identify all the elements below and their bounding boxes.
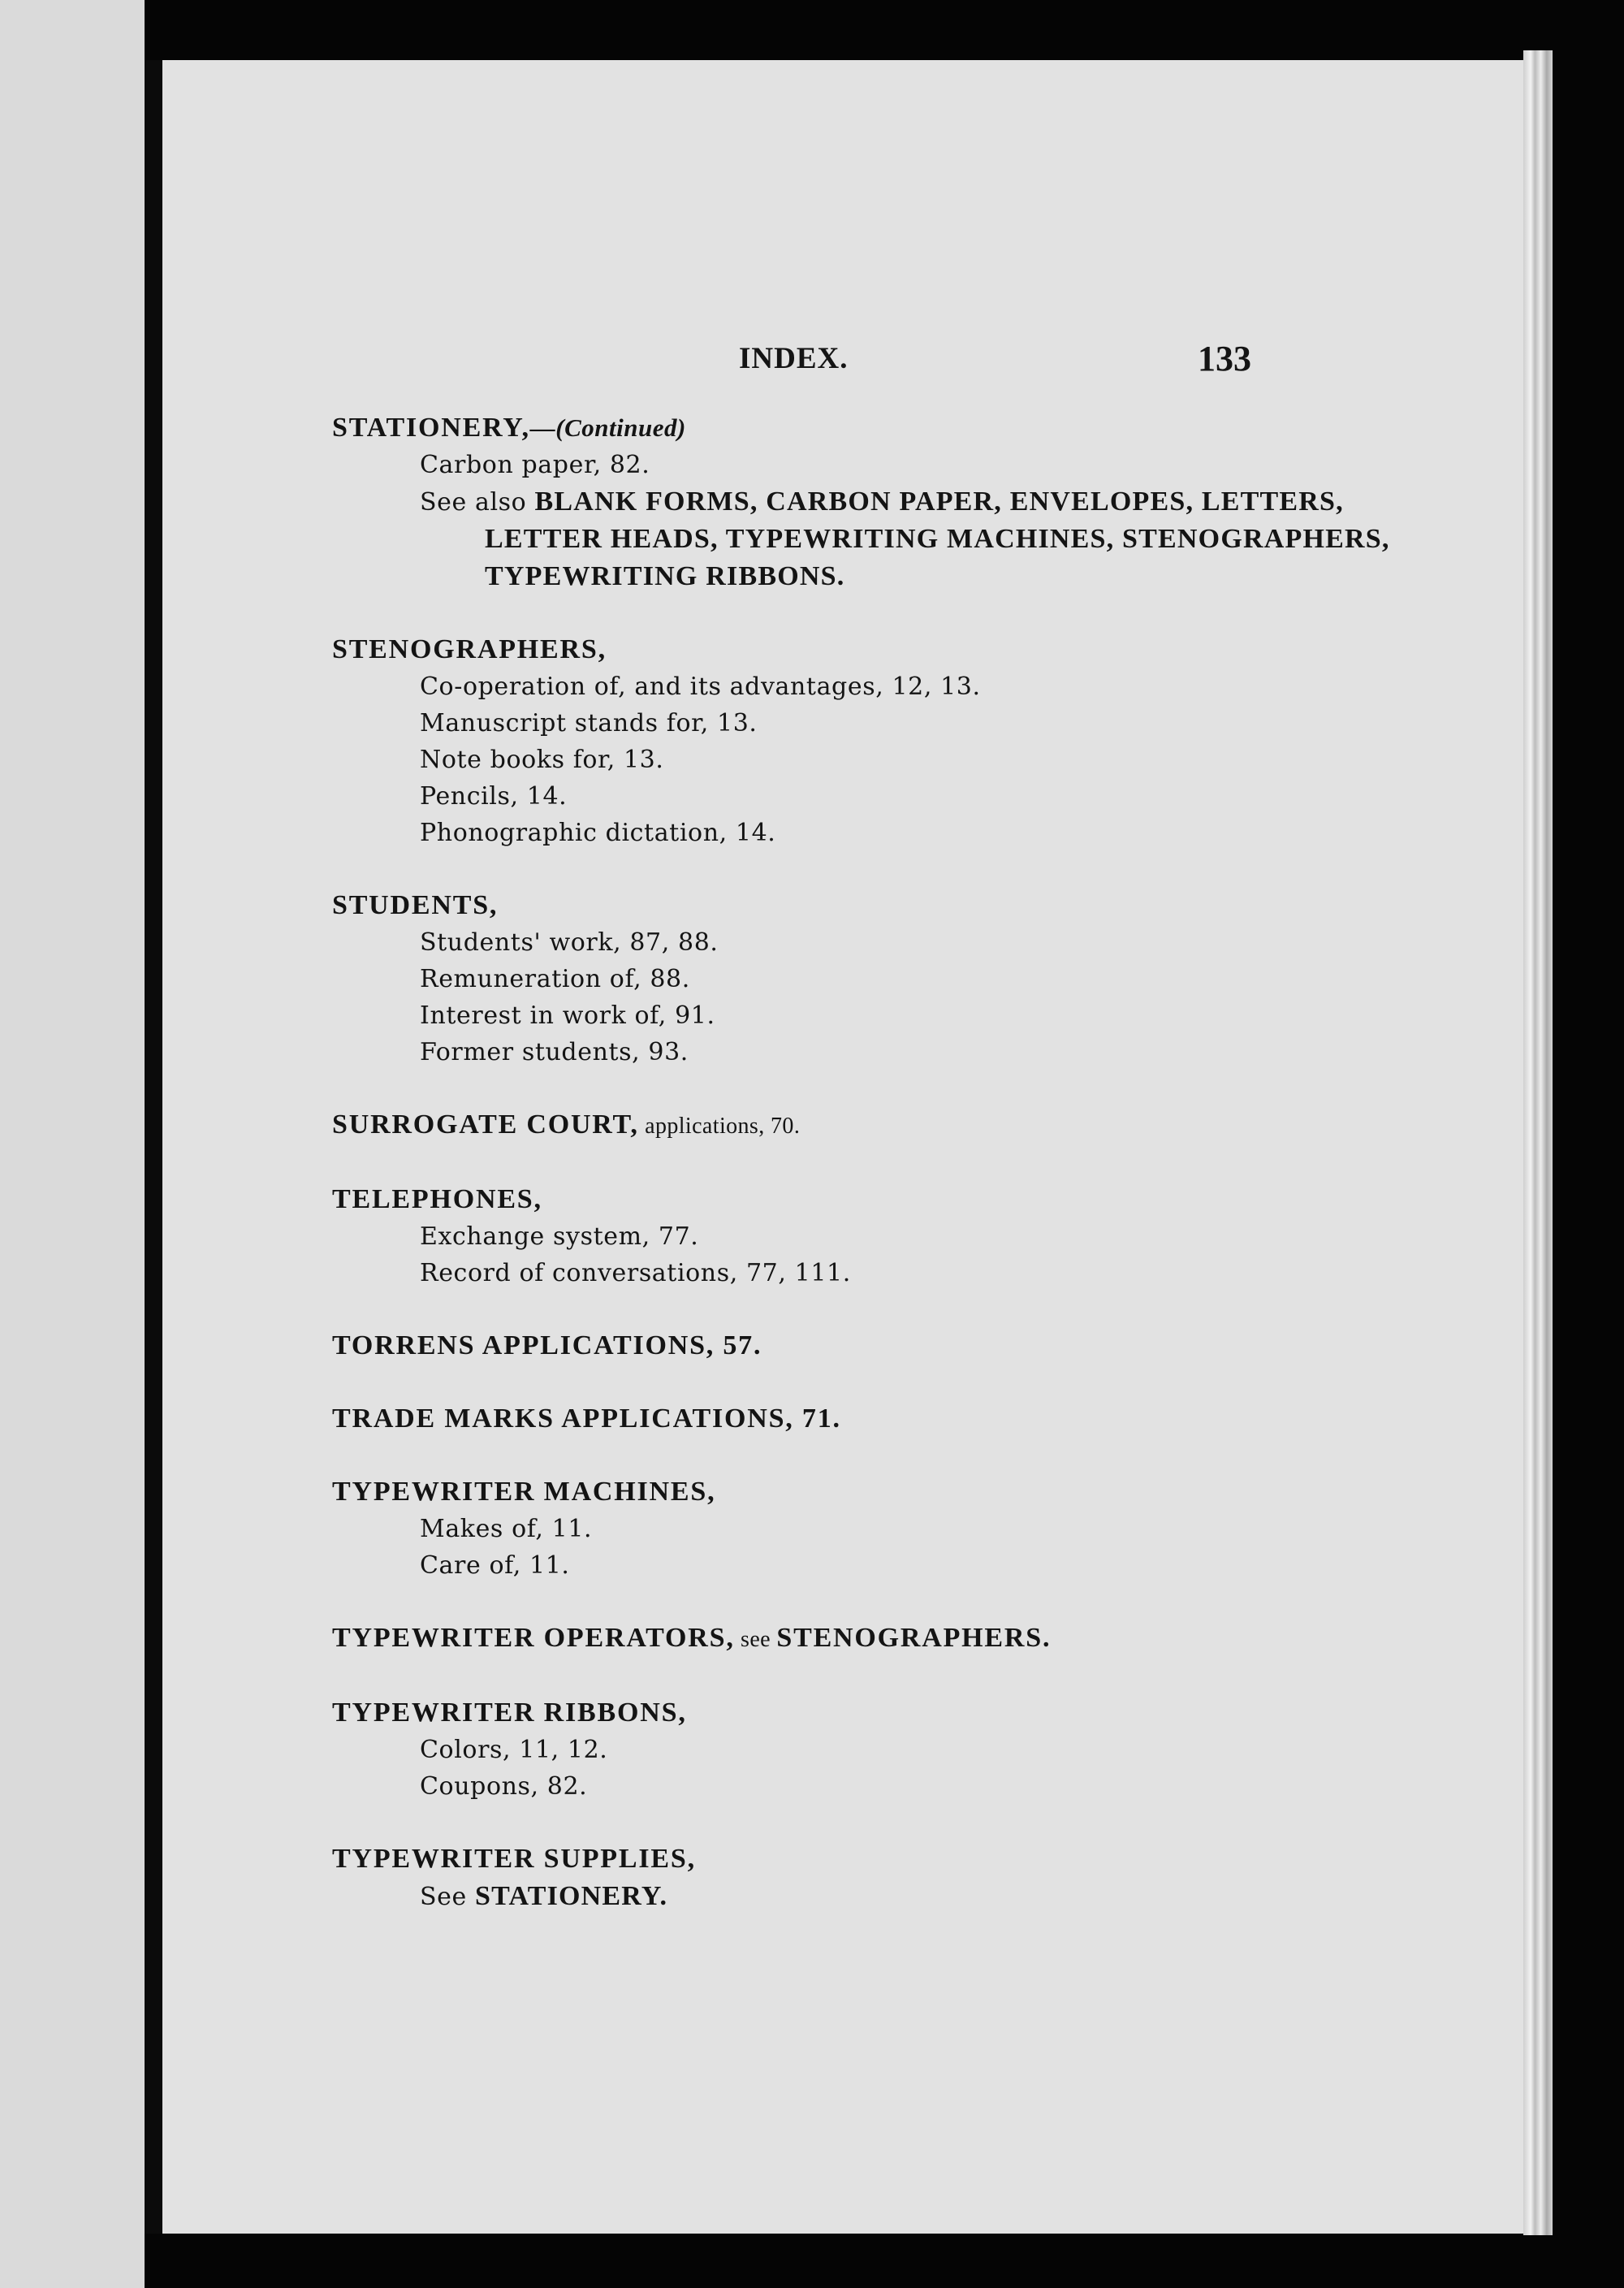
see-target: STATIONERY. xyxy=(475,1881,668,1911)
subentry: Pencils, 14. xyxy=(420,782,568,811)
subentry: Students' work, 87, 88. xyxy=(420,928,719,957)
subentry: Record of conversations, 77, 111. xyxy=(420,1259,851,1287)
index-entry-typewriter-supplies xyxy=(332,1840,1445,1915)
index-entry-students xyxy=(332,887,1445,1070)
entry-heading: STENOGRAPHERS, xyxy=(332,634,607,664)
running-title: INDEX. xyxy=(739,342,849,375)
continued-label: —(Continued) xyxy=(529,413,686,442)
entry-heading xyxy=(332,409,1445,447)
index-entry-telephones xyxy=(332,1181,1445,1291)
index-entry-trade-marks xyxy=(332,1400,1445,1438)
index-entry-typewriter-machines xyxy=(332,1473,1445,1584)
heading-text: TYPEWRITER OPERATORS, xyxy=(332,1623,735,1653)
subentry: Interest in work of, 91. xyxy=(420,1001,715,1030)
page-stack-edge xyxy=(1523,50,1553,2235)
index-entry-torrens xyxy=(332,1327,1445,1365)
entry-heading: TELEPHONES, xyxy=(332,1184,542,1214)
index-entry-surrogate-court xyxy=(332,1106,1445,1145)
entry-heading: TYPEWRITER MACHINES, xyxy=(332,1477,716,1507)
book-gutter xyxy=(145,60,162,2234)
subentry: Manuscript stands for, 13. xyxy=(420,709,758,737)
entry-heading xyxy=(332,1620,1445,1659)
subentry: Remuneration of, 88. xyxy=(420,965,690,993)
see-target: STENOGRAPHERS. xyxy=(776,1623,1052,1653)
entry-heading: TYPEWRITER SUPPLIES, xyxy=(332,1844,696,1874)
heading-text: SURROGATE COURT, xyxy=(332,1109,639,1140)
subentry: Phonographic dictation, 14. xyxy=(420,819,776,847)
subentry: Former students, 93. xyxy=(420,1038,689,1066)
book-page xyxy=(162,60,1523,2234)
subentry: Colors, 11, 12. xyxy=(420,1736,608,1764)
heading-locator: applications, 70. xyxy=(638,1114,801,1139)
index-entry-stationery xyxy=(332,409,1445,595)
heading-text: STATIONERY, xyxy=(332,413,530,443)
entry-heading: TORRENS APPLICATIONS, 57. xyxy=(332,1330,762,1360)
entry-heading: TRADE MARKS APPLICATIONS, 71. xyxy=(332,1404,841,1434)
index-entry-typewriter-operators xyxy=(332,1620,1445,1659)
see-also-subentry xyxy=(332,483,1445,595)
page-number: 133 xyxy=(1198,339,1251,378)
entry-heading: TYPEWRITER RIBBONS, xyxy=(332,1698,687,1728)
subentry: Care of, 11. xyxy=(420,1551,570,1580)
index-entries xyxy=(332,409,1445,1951)
see-also-references: BLANK FORMS, CARBON PAPER, ENVELOPES, LETTERS, LETTER HEADS, TYPEWRITING MACHINES, STENOGRAPHERS, TYPEWRITING RIBBONS. xyxy=(485,487,1390,591)
subentry: Exchange system, 77. xyxy=(420,1222,699,1251)
subentry: Carbon paper, 82. xyxy=(420,451,650,479)
entry-heading xyxy=(332,1106,1445,1145)
see-also-prefix: See also xyxy=(420,488,527,517)
page-header xyxy=(162,338,1523,387)
subentry: Makes of, 11. xyxy=(420,1515,593,1543)
subentry: Coupons, 82. xyxy=(420,1772,588,1801)
index-entry-stenographers xyxy=(332,631,1445,851)
entry-heading: STUDENTS, xyxy=(332,890,499,920)
see-word: see xyxy=(734,1627,777,1652)
see-prefix: See xyxy=(420,1883,467,1911)
see-subentry xyxy=(332,1878,1445,1915)
subentry: Note books for, 13. xyxy=(420,746,664,774)
subentry: Co-operation of, and its advantages, 12, 13. xyxy=(420,673,981,701)
index-entry-typewriter-ribbons xyxy=(332,1694,1445,1805)
facing-page-edge xyxy=(0,0,145,2288)
